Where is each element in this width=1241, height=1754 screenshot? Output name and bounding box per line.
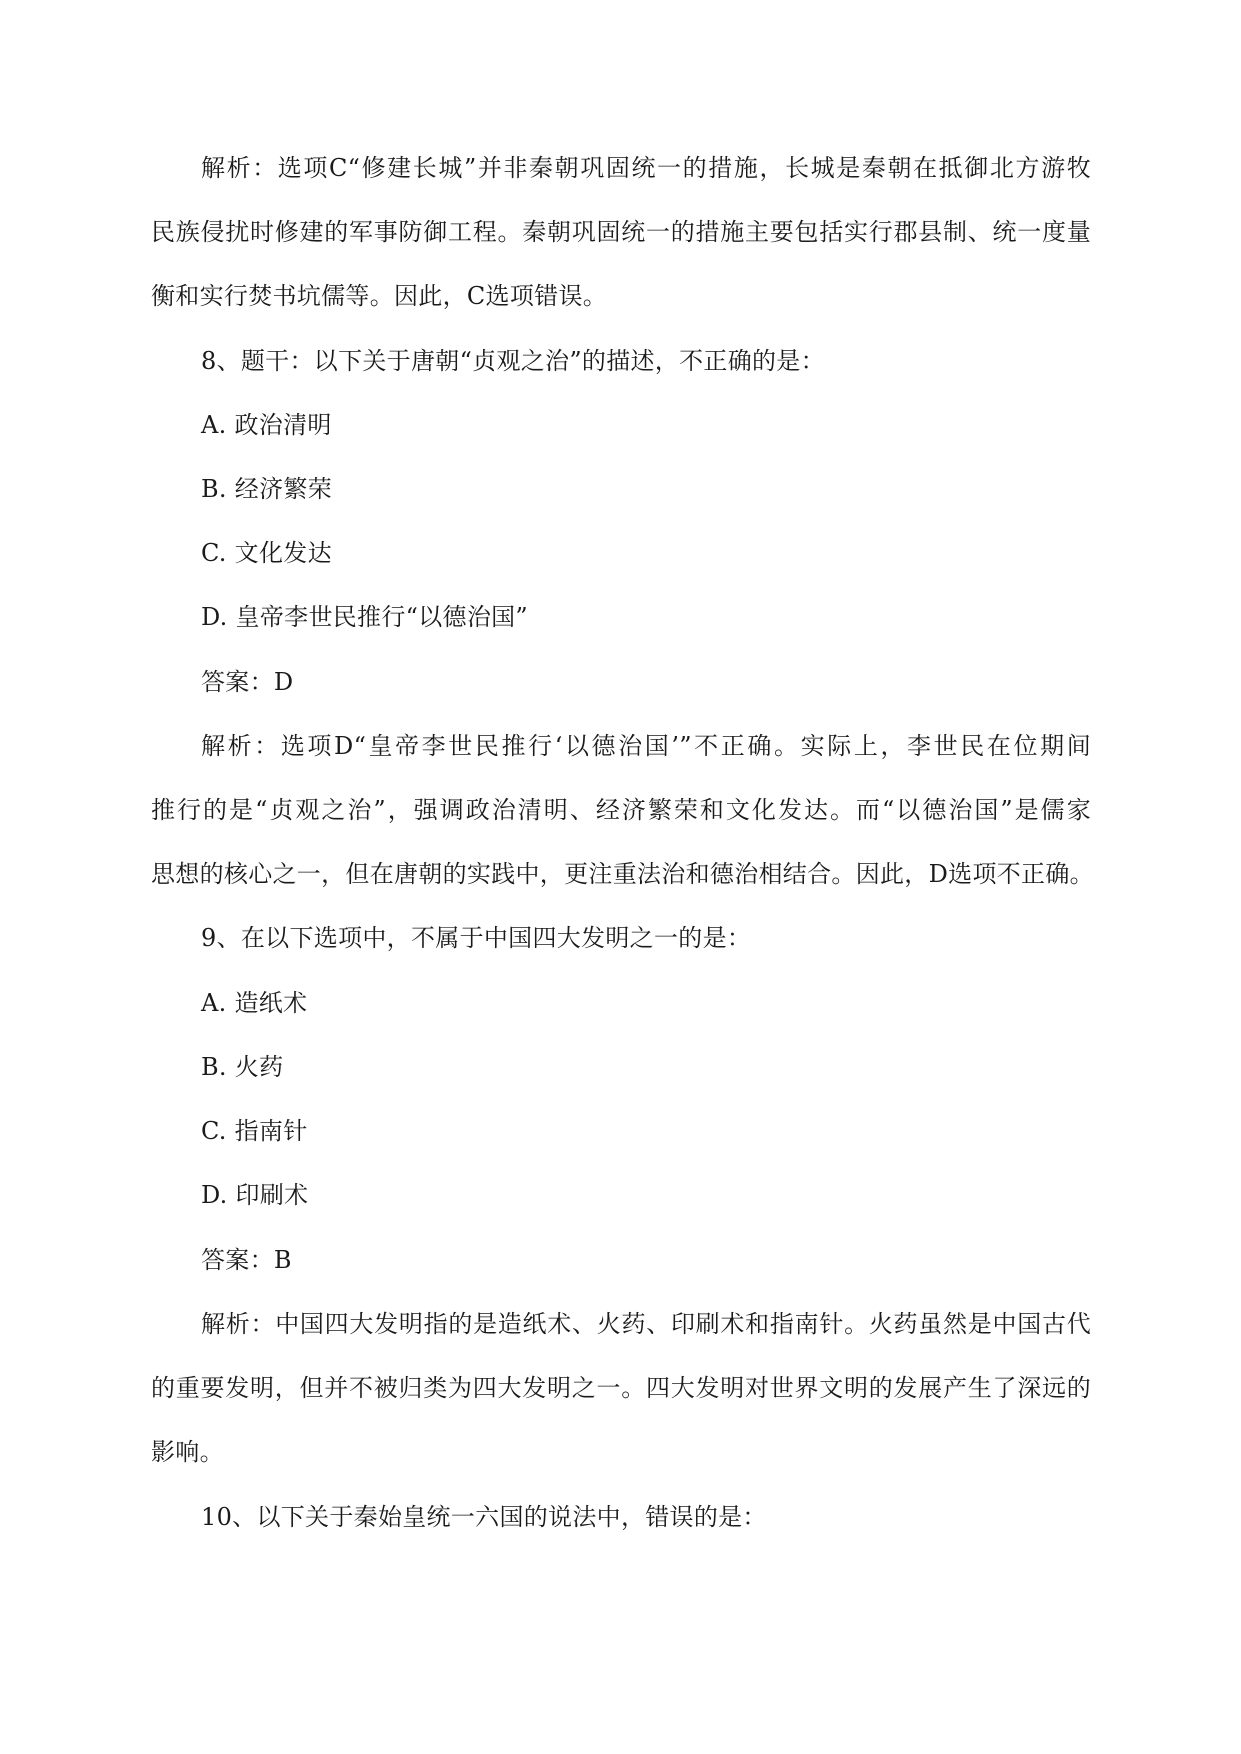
q8-option-a: A. 政治清明 <box>201 411 332 439</box>
q9-stem: 9、在以下选项中，不属于中国四大发明之一的是： <box>201 924 752 952</box>
q8-option-b: B. 经济繁荣 <box>201 475 332 503</box>
q9-explanation-line-2: 的重要发明，但并不被归类为四大发明之一。四大发明对世界文明的发展产生了深远的 <box>151 1374 1091 1402</box>
q8-explanation-line-3: 思想的核心之一，但在唐朝的实践中，更注重法治和德治相结合。因此，D选项不正确。 <box>151 860 1094 888</box>
q8-explanation-line-1: 解析：选项D“皇帝李世民推行‘以德治国’”不正确。实际上，李世民在位期间 <box>201 732 1091 760</box>
q9-explanation-line-1: 解析：中国四大发明指的是造纸术、火药、印刷术和指南针。火药虽然是中国古代 <box>201 1310 1091 1338</box>
q9-option-b: B. 火药 <box>201 1053 284 1081</box>
q7-explanation-line-3: 衡和实行焚书坑儒等。因此，C选项错误。 <box>151 282 608 310</box>
q8-stem: 8、题干：以下关于唐朝“贞观之治”的描述，不正确的是： <box>201 347 825 375</box>
q8-answer: 答案：D <box>201 668 294 696</box>
q7-explanation-line-2: 民族侵扰时修建的军事防御工程。秦朝巩固统一的措施主要包括实行郡县制、统一度量 <box>151 218 1091 246</box>
q7-explanation-line-1: 解析：选项C“修建长城”并非秦朝巩固统一的措施，长城是秦朝在抵御北方游牧 <box>201 154 1091 182</box>
q9-explanation-line-3: 影响。 <box>151 1438 224 1466</box>
q9-answer: 答案：B <box>201 1246 292 1274</box>
q8-option-d: D. 皇帝李世民推行“以德治国” <box>201 603 528 631</box>
q10-stem: 10、以下关于秦始皇统一六国的说法中，错误的是： <box>201 1503 767 1531</box>
q8-option-c: C. 文化发达 <box>201 539 332 567</box>
q9-option-c: C. 指南针 <box>201 1117 308 1145</box>
q9-option-a: A. 造纸术 <box>201 989 308 1017</box>
q8-explanation-line-2: 推行的是“贞观之治”，强调政治清明、经济繁荣和文化发达。而“以德治国”是儒家 <box>151 796 1091 824</box>
q9-option-d: D. 印刷术 <box>201 1181 309 1209</box>
